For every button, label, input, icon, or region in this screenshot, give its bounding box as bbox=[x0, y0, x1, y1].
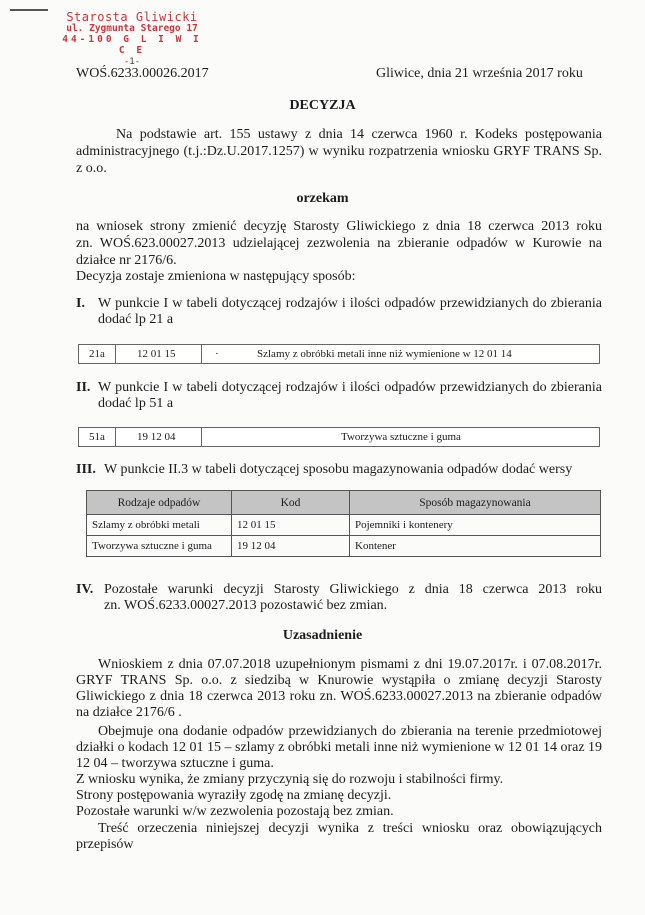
storage-table bbox=[86, 490, 601, 557]
point-2-number: II. bbox=[76, 380, 91, 395]
table-cell: 12 01 15 bbox=[232, 515, 350, 536]
table-cell: Tworzywa sztuczne i guma bbox=[87, 536, 232, 557]
table-row bbox=[87, 515, 601, 536]
justification-line-7: 12 04 – tworzywa sztuczne i guma. bbox=[76, 756, 274, 771]
document-title: DECYZJA bbox=[289, 98, 356, 113]
table-row bbox=[87, 536, 601, 557]
point-1-line-2: dodać lp 21 a bbox=[98, 312, 174, 327]
reference-number: WOŚ.6233.00026.2017 bbox=[76, 66, 209, 81]
decision-line-1: na wniosek strony zmienić decyzję Starosty Gliwickiego z dnia 18 czerwca 2013 roku bbox=[76, 219, 602, 234]
table-cell: Pojemniki i kontenery bbox=[350, 515, 601, 536]
row-21a-name: Szlamy z obróbki metali inne niż wymienione w 12 01 14 bbox=[257, 348, 512, 360]
point-2-line-2: dodać lp 51 a bbox=[98, 396, 174, 411]
point-3-number: III. bbox=[76, 462, 96, 477]
justification-line-5: Obejmuje ona dodanie odpadów przewidzianych do zbierania na terenie przedmiotowej bbox=[98, 724, 602, 739]
point-4-line-2: zn. WOŚ.6233.00027.2013 pozostawić bez zmian. bbox=[104, 598, 388, 613]
justification-line-10: Pozostałe warunki w/w zezwolenia pozostają bez zmian. bbox=[76, 804, 394, 819]
point-1-line-1: W punkcie I w tabeli dotyczącej rodzajów i ilości odpadów przewidzianych do zbierania bbox=[98, 296, 602, 311]
row-21a-mark: · bbox=[215, 348, 219, 360]
waste-row-51a bbox=[78, 427, 600, 447]
table-header-cell: Sposób magazynowania bbox=[350, 491, 601, 515]
table-header-cell: Kod bbox=[232, 491, 350, 515]
row-21a-code: 12 01 15 bbox=[137, 348, 176, 360]
table-header-row bbox=[87, 491, 601, 515]
stamp-line-3: 44-100 G L I W I C E bbox=[62, 34, 202, 56]
justification-line-6: działki o kodach 12 01 15 – szlamy z obróbki metali inne niż wymienione w 12 01 14 oraz 19 bbox=[76, 740, 603, 755]
row-51a-separator bbox=[115, 428, 116, 446]
intro-line-2: administracyjnego (t.j.:Dz.U.2017.1257) w wyniku rozpatrzenia wniosku GRYF TRANS Sp. bbox=[76, 144, 602, 159]
justification-line-12: przepisów bbox=[76, 837, 134, 852]
stamp-line-2: ul. Zygmunta Starego 17 bbox=[66, 23, 198, 34]
table-cell: Kontener bbox=[350, 536, 601, 557]
intro-line-3: z o.o. bbox=[76, 161, 107, 176]
row-21a-lp: 21a bbox=[89, 348, 105, 360]
waste-row-21a bbox=[78, 344, 600, 364]
scan-mark bbox=[10, 9, 48, 11]
row-51a-separator bbox=[201, 428, 202, 446]
justification-line-9: Strony postępowania wyraziły zgodę na zmianę decyzji. bbox=[76, 788, 392, 803]
table-cell: Szlamy z obróbki metali bbox=[87, 515, 232, 536]
justification-line-8: Z wniosku wynika, że zmiany przyczynią się do rozwoju i stabilności firmy. bbox=[76, 772, 504, 787]
row-21a-separator bbox=[201, 345, 202, 363]
point-4-number: IV. bbox=[76, 582, 94, 597]
point-1-number: I. bbox=[76, 296, 85, 311]
decision-line-3: działce nr 2176/6. bbox=[76, 253, 177, 268]
justification-line-4: na działce 2176/6 . bbox=[76, 705, 182, 720]
row-51a-name: Tworzywa sztuczne i guma bbox=[341, 431, 461, 443]
justification-line-3: Gliwickiego z dnia 18 czerwca 2013 roku zn. WOŚ.6233.00027.2013 na zbieranie odpadów bbox=[76, 689, 602, 704]
row-51a-lp: 51a bbox=[89, 431, 105, 443]
justification-line-2: GRYF TRANS Sp. o.o. z siedzibą w Knurowie wystąpiła o zmianę decyzji Starosty bbox=[76, 673, 602, 688]
justification-line-1: Wnioskiem z dnia 07.07.2018 uzupełnionym pismami z dni 19.07.2017r. i 07.08.2017r. bbox=[98, 657, 602, 672]
table-cell: 19 12 04 bbox=[232, 536, 350, 557]
orzekam-heading: orzekam bbox=[296, 191, 349, 206]
justification-line-11: Treść orzeczenia niniejszej decyzji wynika z treści wniosku oraz obowiązujących bbox=[98, 821, 602, 836]
point-4-line-1: Pozostałe warunki decyzji Starosty Gliwickiego z dnia 18 czerwca 2013 roku bbox=[104, 582, 602, 597]
justification-heading: Uzasadnienie bbox=[282, 628, 363, 643]
stamp-line-1: Starosta Gliwicki bbox=[66, 10, 198, 24]
place-date: Gliwice, dnia 21 września 2017 roku bbox=[376, 66, 583, 81]
row-51a-code: 19 12 04 bbox=[137, 431, 176, 443]
point-3-text: W punkcie II.3 w tabeli dotyczącej sposobu magazynowania odpadów dodać wersy bbox=[104, 462, 573, 477]
decision-line-2: zn. WOŚ.623.00027.2013 udzielającej zezwolenia na zbieranie odpadów w Kurowie na bbox=[76, 236, 602, 251]
point-2-line-1: W punkcie I w tabeli dotyczącej rodzajów i ilości odpadów przewidzianych do zbierania bbox=[98, 380, 602, 395]
row-21a-separator bbox=[115, 345, 116, 363]
decision-line-4: Decyzja zostaje zmieniona w następujący sposób: bbox=[76, 269, 356, 284]
office-stamp bbox=[62, 12, 202, 68]
page-number: -1- bbox=[123, 57, 141, 67]
intro-line-1: Na podstawie art. 155 ustawy z dnia 14 czerwca 1960 r. Kodeks postępowania bbox=[116, 127, 602, 142]
table-header-cell: Rodzaje odpadów bbox=[87, 491, 232, 515]
